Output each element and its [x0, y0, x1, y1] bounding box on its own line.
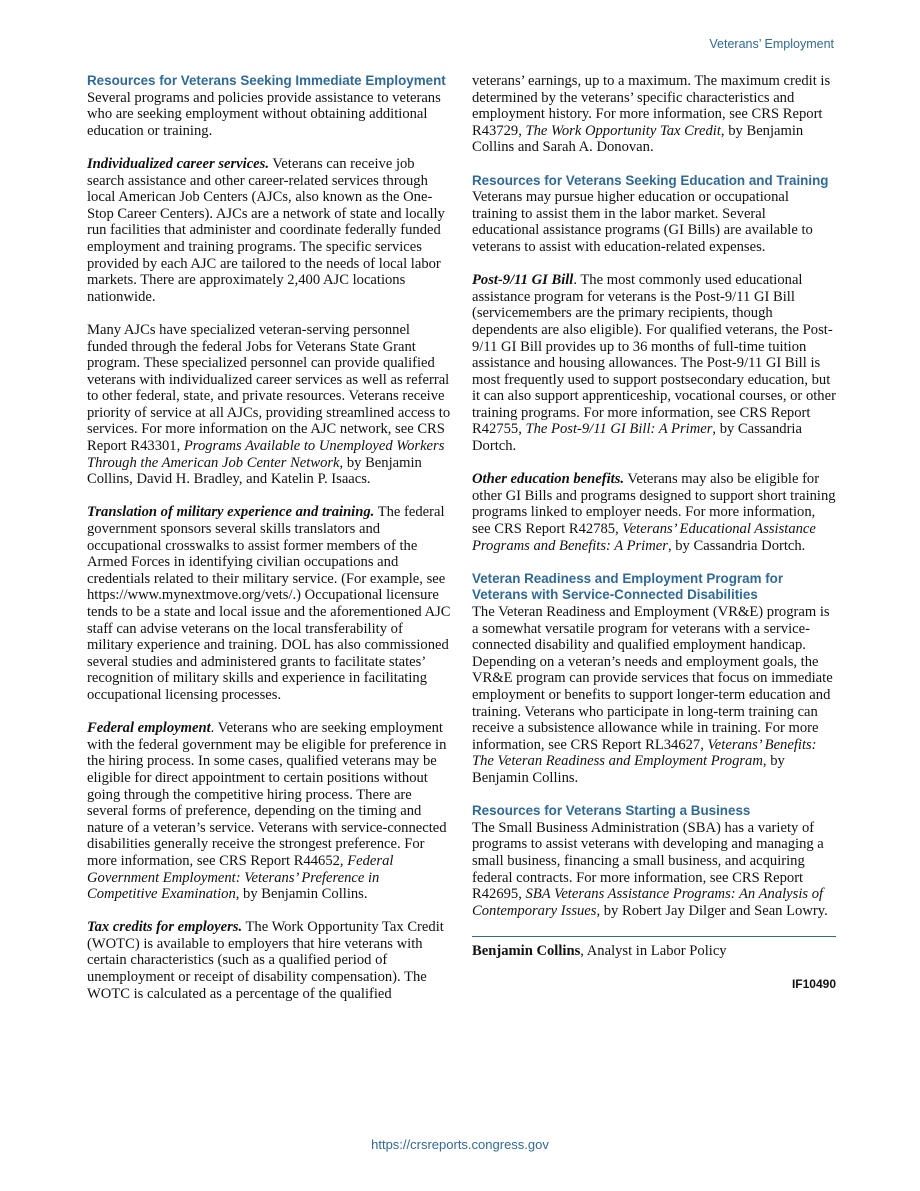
report-title: The Post-9/11 GI Bill: A Primer	[525, 421, 713, 438]
report-title: Veterans’ Educational Assistance Programs and Benefits: A Primer	[472, 521, 816, 554]
paragraph: Other education benefits. Veterans may also be eligible for other GI Bills and programs designed to support short training programs linked to employer needs. For more information, see CRS Report R42785, Veterans’ Educational Assistance Programs and Benefits: A Primer, by Cassandria Dortch.	[472, 471, 836, 554]
section-heading-vre: Veteran Readiness and Employment Program for Veterans with Service-Connected Disabilities	[472, 570, 784, 603]
paragraph: Post-9/11 GI Bill. The most commonly used educational assistance program for veterans is the Post-9/11 GI Bill (servicemembers are the primary recipients, though dependents are also eligible). For qualified veterans, the Post-9/11 GI Bill provides up to 36 months of full-time tuition assistance and housing allowances. The Post-9/11 GI Bill is most frequently used to support postsecondary education, but it can also support apprenticeship, vocational courses, or other training programs. For more information, see CRS Report R42755, The Post-9/11 GI Bill: A Primer, by Cassandria Dortch.	[472, 272, 836, 455]
paragraph-lead: Post-9/11 GI Bill	[472, 272, 574, 289]
paragraph: veterans’ earnings, up to a maximum. The maximum credit is determined by the veterans’ specific characteristics and employment history. For more information, see CRS Report R43729, The Work Opportunity Tax Credit, by Benjamin Collins and Sarah A. Donovan.	[472, 73, 831, 156]
report-title: Programs Available to Unemployed Workers Through the American Job Center Network	[87, 438, 445, 471]
author-name: Benjamin Collins	[472, 942, 581, 959]
report-title: Federal Government Employment: Veterans’ Preference in Competitive Examination	[87, 852, 394, 903]
author-title: , Analyst in Labor Policy	[580, 942, 727, 959]
paragraph: Federal employment. Veterans who are seeking employment with the federal government may be eligible for preference in the hiring process. In some cases, qualified veterans may be eligible for direct appointment to certain positions without going through the competitive hiring process. There are several forms of preference, depending on the timing and nature of a veteran’s service. Veterans with service-connected disabilities generally receive the strongest preference. For more information, see CRS Report R44652, Federal Government Employment: Veterans’ Preference in Competitive Examination, by Benjamin Collins.	[87, 720, 447, 903]
paragraph: Several programs and policies provide assistance to veterans who are seeking employment without obtaining additional education or training.	[87, 89, 441, 139]
right-column	[472, 73, 836, 993]
paragraph: Many AJCs have specialized veteran-serving personnel funded through the federal Jobs for Veterans State Grant program. These specialized personnel can provide qualified veterans with individualized career services as well as referral to other federal, state, and private resources. Veterans receive priority of service at all AJCs, providing streamlined access to services. For more information on the AJC network, see CRS Report R43301, Programs Available to Unemployed Workers Through the American Job Center Network, by Benjamin Collins, David H. Bradley, and Katelin P. Isaacs.	[87, 321, 451, 488]
report-title: Veterans’ Benefits: The Veteran Readiness and Employment Program	[472, 736, 817, 770]
section-heading-immediate-employment: Resources for Veterans Seeking Immediate Employment	[87, 73, 446, 88]
paragraph: Tax credits for employers. The Work Opportunity Tax Credit (WOTC) is available to employers that hire veterans with certain characteristics (such as a qualified period of unemployment or receipt of disability compensation). The WOTC is calculated as a percentage of the qualified	[87, 919, 444, 1002]
paragraph-lead: Tax credits for employers.	[87, 919, 243, 936]
left-column	[87, 73, 451, 1019]
author-line	[472, 943, 836, 960]
paragraph: Translation of military experience and training. The federal government sponsors several skills translators and occupational crosswalks to assist former members of the Armed Forces in identifying civilian occupations and credentials related to their military service. (For example, see https://www.mynextmove.org/vets/.) Occupational licensure tends to be a state and local issue and the aforementioned AJC staff can advise veterans on the local transferability of military experience and training. DOL has also commissioned several studies and administered grants to facilitate states’ recognition of military skills and experience in facilitating occupational licensing processes.	[87, 504, 451, 703]
author-divider	[472, 936, 836, 937]
paragraph: The Veteran Readiness and Employment (VR&E) program is a somewhat versatile program for veterans with a service-connected disability and qualified employment handicap. Depending on a veteran’s needs and employment goals, the VR&E program can provide services that focus on immediate employment or benefits to support longer-term education and training. Veterans who participate in long-term training can receive a subsistence allowance while in training. For more information, see CRS Report RL34627, Veterans’ Benefits: The Veteran Readiness and Employment Program, by Benjamin Collins.	[472, 604, 833, 786]
report-title: SBA Veterans Assistance Programs: An Analysis of Contemporary Issues	[472, 886, 824, 919]
paragraph-lead: Individualized career services.	[87, 155, 269, 172]
paragraph: Veterans may pursue higher education or occupational training to assist them in the labor market. Several educational assistance programs (GI Bills) are available to veterans to assist with education-related expenses.	[472, 189, 813, 255]
paragraph-lead: Federal employment	[87, 720, 211, 737]
report-title: The Work Opportunity Tax Credit	[525, 122, 721, 139]
running-header: Veterans’ Employment	[709, 37, 834, 51]
paragraph-lead: Other education benefits.	[472, 471, 625, 488]
paragraph: Individualized career services. Veterans can receive job search assistance and other career-related services through local American Job Centers (AJCs, also known as the One-Stop Career Centers). AJCs are a network of state and locally run facilities that administer and coordinate federally funded employment and training programs. The specific services provided by each AJC are tailored to the needs of local labor markets. There are approximately 2,400 AJC locations nationwide.	[87, 155, 445, 305]
footer-url-link[interactable]: https://crsreports.congress.gov	[371, 1137, 549, 1152]
section-heading-business: Resources for Veterans Starting a Business	[472, 803, 751, 819]
paragraph-lead: Translation of military experience and training.	[87, 504, 375, 521]
section-heading-education-training: Resources for Veterans Seeking Education and Training	[472, 172, 829, 188]
report-id: IF10490	[791, 977, 836, 992]
paragraph: The Small Business Administration (SBA) has a variety of programs to assist veterans with developing and managing a small business, financing a small business, and acquiring federal contracts. For more information, see CRS Report R42695, SBA Veterans Assistance Programs: An Analysis of Contemporary Issues, by Robert Jay Dilger and Sean Lowry.	[472, 819, 828, 919]
